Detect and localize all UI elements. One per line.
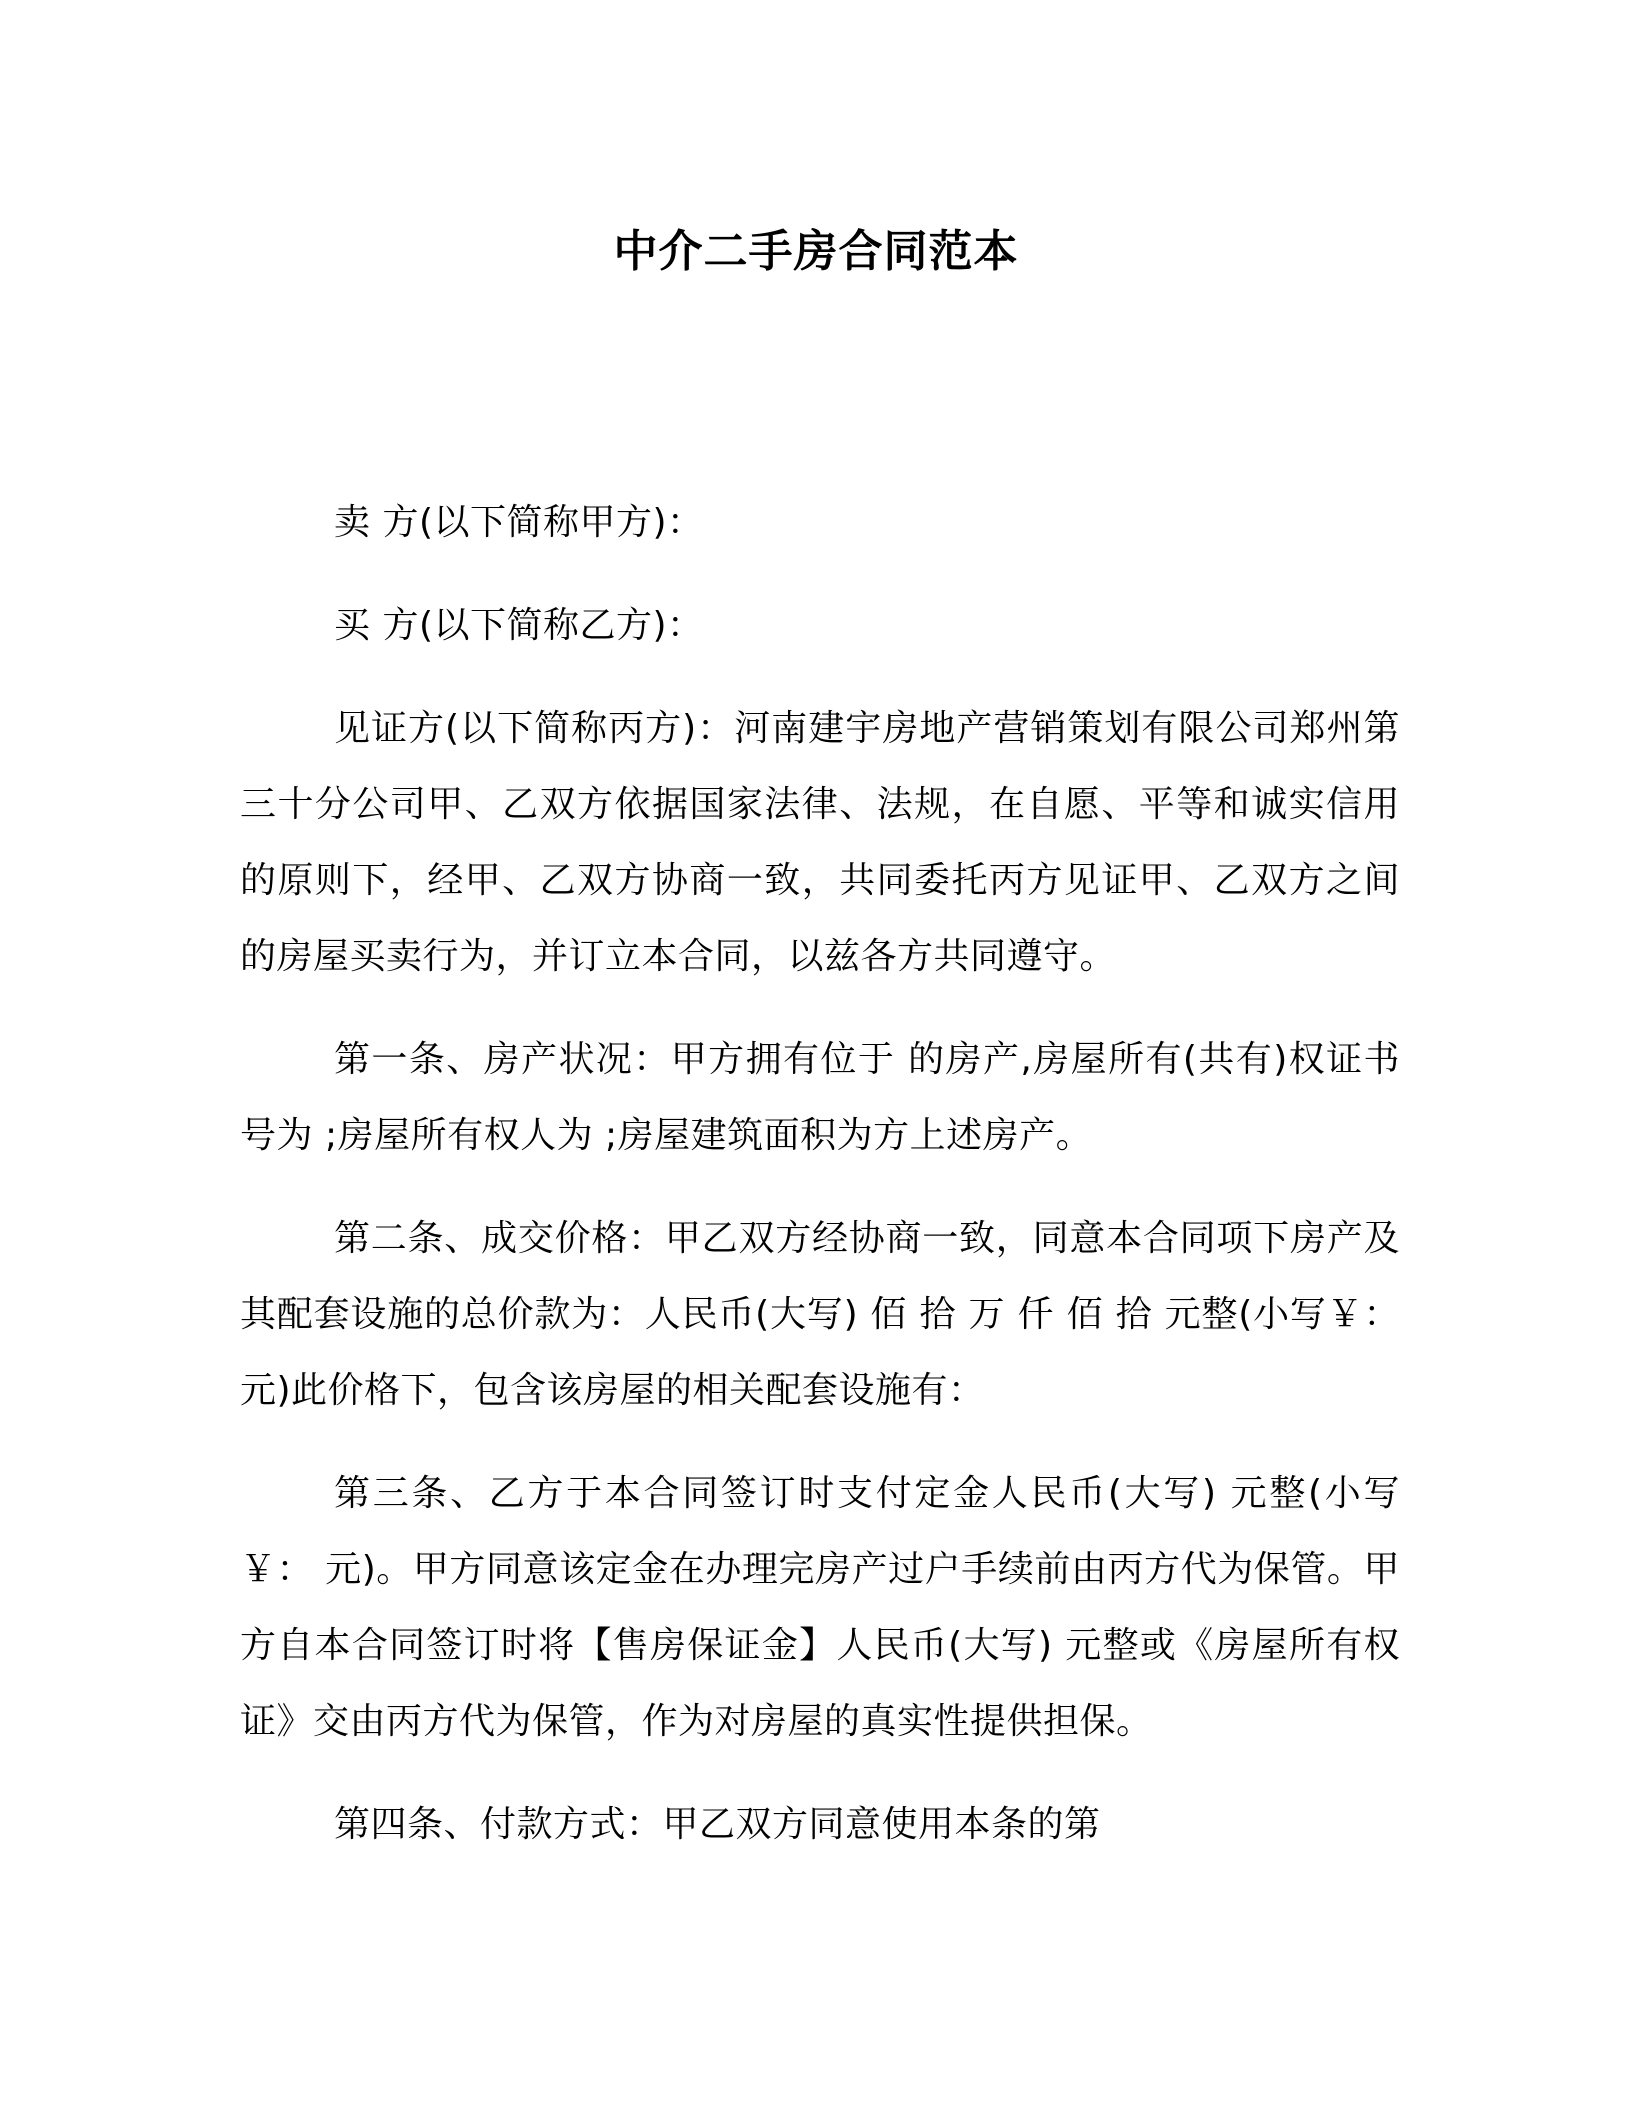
witness-paragraph: 见证方(以下简称丙方)：河南建宇房地产营销策划有限公司郑州第三十分公司甲、乙双方依据国家法律、法规，在自愿、平等和诚实信用的原则下，经甲、乙双方协商一致，共同委托丙方见证甲、乙双方之间的房屋买卖行为，并订立本合同，以兹各方共同遵守。 [240,708,1400,977]
document-body [240,485,1400,1863]
article-1-property-status: 第一条、房产状况：甲方拥有位于 的房产,房屋所有(共有)权证书号为 ;房屋所有权人为 ;房屋建筑面积为方上述房产。 [240,1039,1400,1156]
article-2-transaction-price: 第二条、成交价格：甲乙双方经协商一致，同意本合同项下房产及其配套设施的总价款为：人民币(大写) 佰 拾 万 仟 佰 拾 元整(小写￥：元)此价格下，包含该房屋的相关配套设施有： [240,1218,1400,1411]
document-title: 中介二手房合同范本 [613,226,1019,277]
seller-line: 卖 方(以下简称甲方)： [334,502,704,543]
article-3-deposit: 第三条、乙方于本合同签订时支付定金人民币(大写) 元整(小写￥： 元)。甲方同意该定金在办理完房产过户手续前由丙方代为保管。甲方自本合同签订时将【售房保证金】人民币(大写) 元整或《房屋所有权证》交由丙方代为保管，作为对房屋的真实性提供担保。 [240,1473,1400,1742]
article-4-payment-method: 第四条、付款方式：甲乙双方同意使用本条的第 [334,1804,1101,1845]
buyer-line: 买 方(以下简称乙方)： [334,605,704,646]
